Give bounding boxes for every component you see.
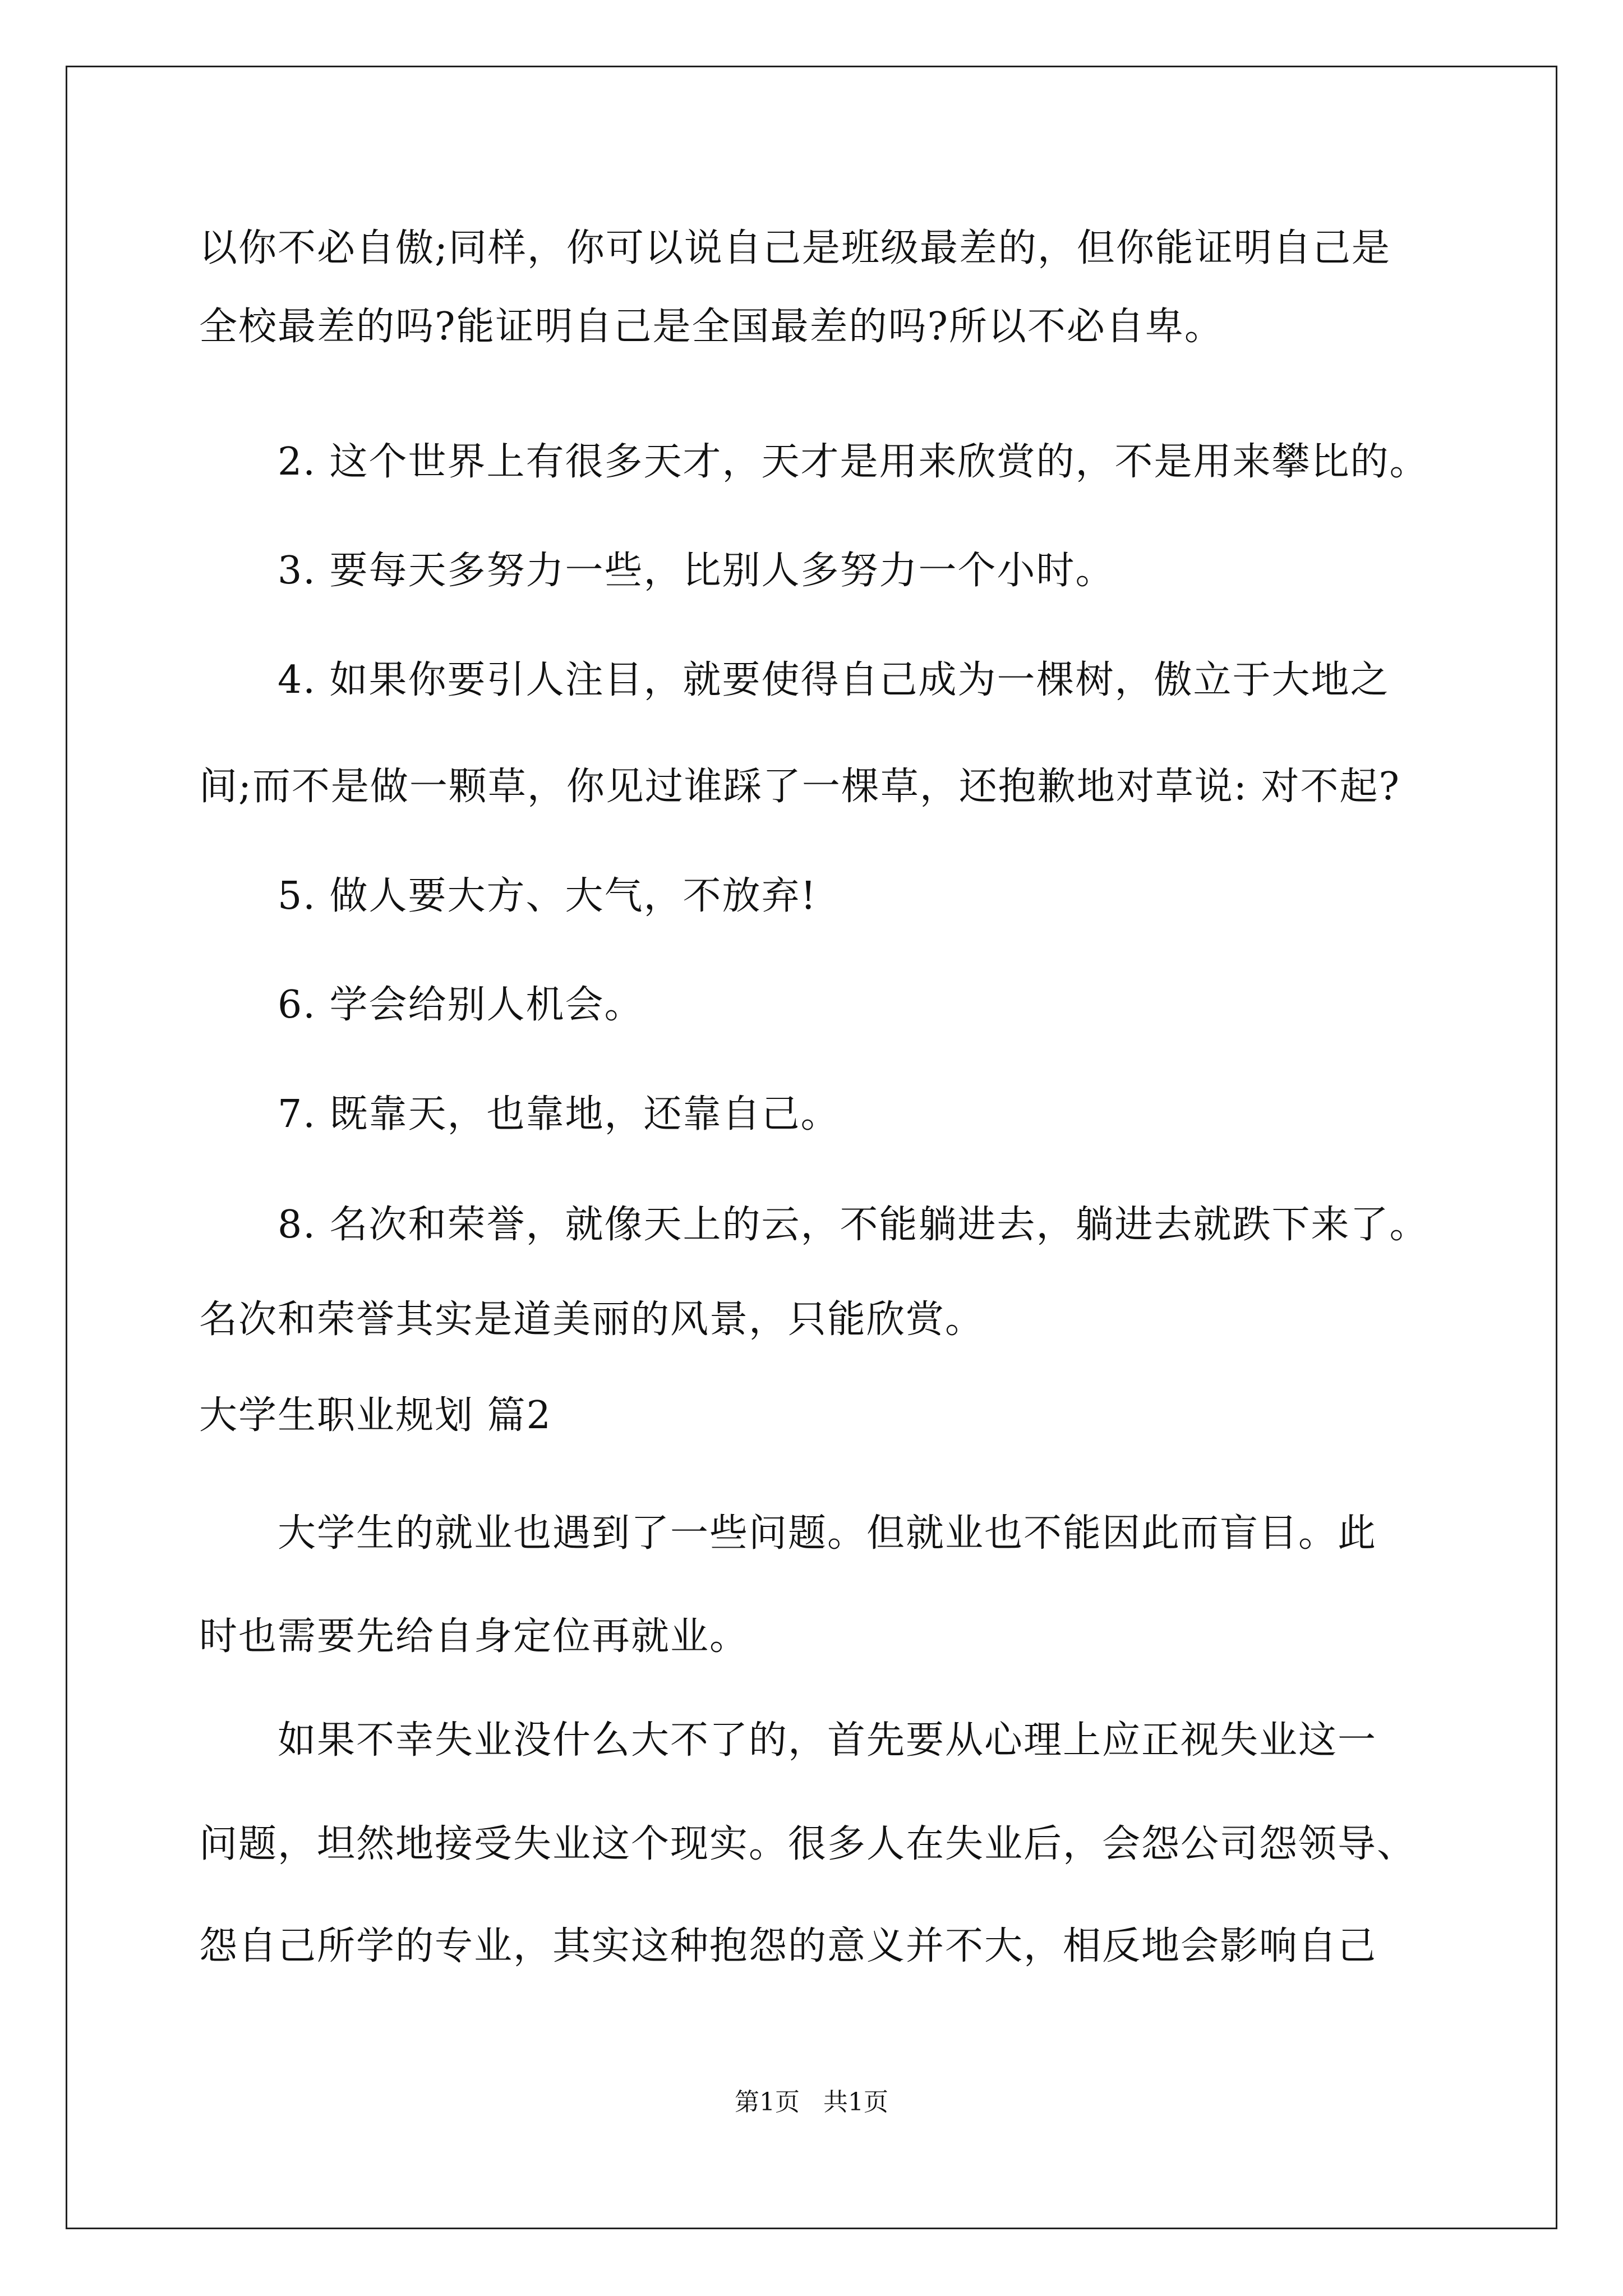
text-line: 名次和荣誉其实是道美丽的风景，只能欣赏。: [199, 1297, 985, 1342]
list-item: 3. 要每天多努力一些，比别人多努力一个小时。: [278, 549, 1115, 593]
list-item: 4. 如果你要引人注目，就要使得自己成为一棵树，傲立于大地之: [278, 658, 1390, 702]
text-line: 怨自己所学的专业，其实这种抱怨的意义并不大，相反地会影响自己: [199, 1924, 1377, 1968]
list-item: 8. 名次和荣誉，就像天上的云，不能躺进去，躺进去就跌下来了。: [278, 1203, 1429, 1247]
list-item: 5. 做人要大方、大气，不放弃!: [278, 874, 817, 918]
text-line: 时也需要先给自身定位再就业。: [199, 1614, 749, 1659]
text-line: 间;而不是做一颗草，你见过谁踩了一棵草，还抱歉地对草说: 对不起?: [199, 765, 1400, 809]
list-item: 2. 这个世界上有很多天才，天才是用来欣赏的，不是用来攀比的。: [278, 440, 1429, 484]
list-item: 6. 学会给别人机会。: [278, 983, 644, 1027]
text-line: 以你不必自傲;同样，你可以说自己是班级最差的，但你能证明自己是: [199, 226, 1391, 270]
page-footer: 第1页 共1页: [735, 2088, 888, 2116]
text-line: 大学生的就业也遇到了一些问题。但就业也不能因此而盲目。此: [278, 1511, 1377, 1556]
section-heading: 大学生职业规划 篇2: [199, 1393, 552, 1438]
text-line: 问题，坦然地接受失业这个现实。很多人在失业后，会怨公司怨领导、: [199, 1822, 1417, 1866]
page-border: [66, 66, 1557, 2229]
text-line: 如果不幸失业没什么大不了的，首先要从心理上应正视失业这一: [278, 1718, 1377, 1763]
list-item: 7. 既靠天，也靠地，还靠自己。: [278, 1092, 840, 1137]
text-line: 全校最差的吗?能证明自己是全国最差的吗?所以不必自卑。: [199, 305, 1224, 349]
